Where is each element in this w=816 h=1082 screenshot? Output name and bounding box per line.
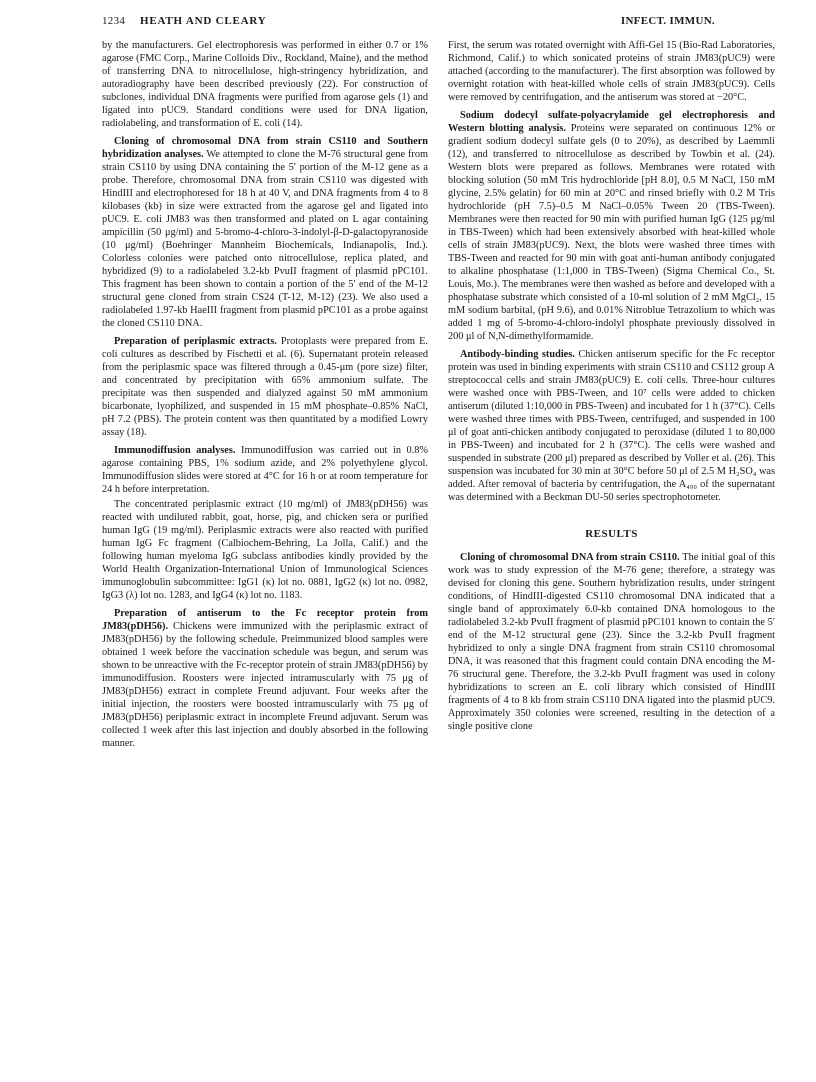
right-column bbox=[448, 39, 775, 733]
section-sds-page-western bbox=[448, 109, 775, 343]
section-cloning-southern bbox=[102, 135, 428, 330]
running-authors: HEATH AND CLEARY bbox=[140, 15, 267, 27]
paragraph-concentrated-extract: The concentrated periplasmic extract (10 mg/ml) of JM83(pDH56) was reacted with undiluted rabbit, goat, horse, pig, and chicken sera or purified human IgG (19 mg/ml). Periplasmic extracts were also reacted with purified human IgG Fc fragment (Calbiochem-Behring, La Jolla, Calif.) and the following human myeloma IgG subclass antibodies kindly provided by the World Health Organization-International Union of Immunological Sciences immunoglobulin subcommittee: IgG1 (κ) lot no. 0881, IgG2 (κ) lot no. 0982, IgG3 (λ) lot no. 1283, and IgG4 (κ) lot no. 1183. bbox=[102, 499, 428, 601]
paragraph-methods-continued: by the manufacturers. Gel electrophoresis was performed in either 0.7 or 1% agarose (FMC Corp., Marine Colloids Div., Rockland, Maine), and the method of transferring DNA to nitrocellulose, high-stringency hybridization, and autoradiography have been described previously (22). For construction of subclones, individual DNA fragments were purified from agarose gels (1) and ligated into pUC9. Standard conditions were used for DNA ligation, radiolabeling, and transformation of E. coli (14). bbox=[102, 40, 428, 129]
section-heading: Cloning of chromosomal DNA from strain CS110 and Southern hybridization analyses. bbox=[102, 136, 428, 160]
section-antiserum-preparation bbox=[102, 607, 428, 750]
section-body: We attempted to clone the M-76 structural gene from strain CS110 by using DNA containing the 5′ portion of the M-12 gene as a probe. Therefore, chromosomal DNA from strain CS110 was digested with HindIII and electrophoresed for 18 h at 40 V, and DNA fragments from 4 to 8 kilobases (kb) in size were extracted from the agarose gel and ligated into pUC9. E. coli JM83 was then transformed and plated on L agar containing ampicillin (50 μg/ml) and 5-bromo-4-chloro-3-indolyl-β-D-galactopyranoside (10 μg/ml) (Boehringer Mannheim Biochemicals, Indianapolis, Ind.). Colorless colonies were patched onto nitrocellulose, replica plated, and hybridized (9) to a radiolabeled 3.2-kb PvuII fragment of plasmid pPC101. This fragment has been shown to contain a portion of the 5′ end of the M-12 structural gene cloned from strain CS24 (T-12, M-12) (23). We also used a radiolabeled 1.97-kb HaeIII fragment from plasmid pPC101 as a probe against the cloned CS110 DNA. bbox=[102, 149, 428, 329]
section-heading: Sodium dodecyl sulfate-polyacrylamide gel electrophoresis and Western blotting analysis. bbox=[448, 110, 775, 134]
section-body: Chicken antiserum specific for the Fc receptor protein was used in binding experiments with strain CS110 and CS112 group A streptococcal cells and strain JM83(pUC9) E. coli cells. Three-hour cultures were washed once with PBS-Tween, and 10⁷ cells were added to chicken antiserum (diluted 1:10,000 in PBS-Tween) and incubated for 1 h (37°C). Cells were washed three times with PBS-Tween, centrifuged, and suspended in 100 μl of goat anti-chicken antibody conjugated to peroxidase (diluted 1 to 80,000 in PBS-Tween) and incubated for 2 h (37°C). The cells were washed and suspended in substrate (200 μl) prepared as described by Voller et al. (26). This suspension was incubated for 30 min at 30°C before 50 μl of 2.5 M H₂SO₄ was added. After removal of bacteria by centrifugation, the A₄₉₀ of the supernatant was determined with a Beckman DU-50 series spectrophotometer. bbox=[448, 349, 775, 503]
left-column bbox=[102, 39, 428, 750]
section-periplasmic-extracts bbox=[102, 335, 428, 439]
section-heading: Immunodiffusion analyses. bbox=[114, 445, 236, 456]
section-cloning-cs110 bbox=[448, 551, 775, 733]
section-heading: Preparation of antiserum to the Fc receptor protein from JM83(pDH56). bbox=[102, 608, 428, 632]
running-header bbox=[102, 15, 715, 29]
section-immunodiffusion bbox=[102, 444, 428, 496]
section-body: Proteins were separated on continuous 12% or gradient sodium dodecyl sulfate gels (0 to 20%), as described by Laemmli (12), and transferred to nitrocellulose as described by Towbin et al. (24). Western blots were prepared as follows. Membranes were rotated with blocking solution (50 mM Tris hydrochloride [pH 8.0], 0.5 M NaCl, 150 mM glycine, 2.5% gelatin) for 60 min at 20°C and rinsed briefly with 0.2 M Tris hydrochloride (pH 7.5)–0.5 M NaCl–0.05% Tween 20 (TBS-Tween). Membranes were then reacted for 90 min with purified human IgG (125 μg/ml in TBS-Tween) which had been extensively absorbed with heat-killed whole cells of strain JM83(pUC9). Next, the blots were washed three times with TBS-Tween and reacted for 90 min with goat anti-human antibody conjugated to alkaline phosphatase (1:1,000 in TBS-Tween) (Sigma Chemical Co., St. Louis, Mo.). The membranes were then washed as before and developed with a phosphatase substrate which consisted of a 10-ml solution of 2 mM MgCl₂, 15 mM sodium barbital, (pH 9.6), and 0.01% Nitroblue Tetrazolium to which was added 1 mg of 5-bromo-4-chloro-indolyl phosphate previously dissolved in 200 μl of N,N-dimethylformamide. bbox=[448, 123, 776, 342]
results-heading: RESULTS bbox=[585, 528, 638, 540]
section-body: Protoplasts were prepared from E. coli cultures as described by Fischetti et al. (6). Supernatant protein released from the periplasmic space was filtered through a 0.45-μm (pore size) filter, and concentrated by precipitation with 65% ammonium sulfate. The precipitate was then suspended and dialyzed against 50 mM ammonium bicarbonate, lyophilized, and suspended in 15 mM phosphate–0.85% NaCl, pH 7.2 (PBS). The protein content was then quantitated by a modified Lowry assay (18). bbox=[102, 336, 428, 438]
journal-name: INFECT. IMMUN. bbox=[620, 15, 715, 27]
page-number: 1234 bbox=[102, 15, 126, 27]
section-heading: Antibody-binding studies. bbox=[460, 349, 575, 360]
section-body: Immunodiffusion was carried out in 0.8% agarose containing PBS, 1% sodium azide, and 2% polyethylene glycol. Immunodiffusion slides were stored at 4°C for 16 h or at room temperature for 24 h before interpretation. bbox=[102, 445, 428, 495]
section-antibody-binding bbox=[448, 348, 775, 504]
section-heading: Cloning of chromosomal DNA from strain CS110. bbox=[460, 552, 680, 563]
section-body: Chickens were immunized with the periplasmic extract of JM83(pDH56) by the following schedule. Preimmunized blood samples were obtained 1 week before the vaccination schedule was begun, and serum was shown to be unreactive with the Fc-receptor protein of strain JM83(pDH56) by immunodiffusion. Roosters were injected intramuscularly with 75 μg of JM83(pDH56) extract in complete Freund adjuvant. Four weeks after the initial injection, the roosters were boosted intramuscularly with 75 μg of JM83(pDH56) periplasmic extract in incomplete Freund adjuvant. Serum was collected 1 week after this last injection and doubly absorbed in the following manner. bbox=[102, 621, 428, 749]
paragraph-absorption-continued: First, the serum was rotated overnight with Affi-Gel 15 (Bio-Rad Laboratories, Richmond, Calif.) to which sonicated proteins of strain JM83(pUC9) were attached (according to the manufacturer). The first absorption was followed by overnight rotation with heat-killed whole cells of strain JM83(pUC9). Cells were removed by centrifugation, and the antiserum was stored at −20°C. bbox=[448, 40, 775, 103]
section-heading: Preparation of periplasmic extracts. bbox=[114, 336, 277, 347]
section-body: The initial goal of this work was to study expression of the M-76 gene; therefore, a strategy was devised for cloning this gene. Southern hybridization results, under stringent conditions, of HindIII-digested CS110 chromosomal DNA indicated that a single band of approximately 6.0-kb contained DNA homologous to the radiolabeled 3.2-kb PvuII fragment of plasmid pPC101 known to contain the 5′ end of the M-12 structural gene (23). Since the 3.2-kb PvuII fragment hybridized to only a single DNA fragment from strain CS110 chromosomal DNA, it was reasoned that this fragment could contain DNA encoding the M-76 structural gene. Therefore, the 3.2-kb PvuII fragment was used in colony hybridizations to screen an E. coli library which consisted of HindIII fragments of 4 to 8 kb from strain CS110 DNA ligated into the plasmid pUC9. Approximately 350 colonies were screened, resulting in the detection of a single positive clone bbox=[448, 552, 775, 732]
